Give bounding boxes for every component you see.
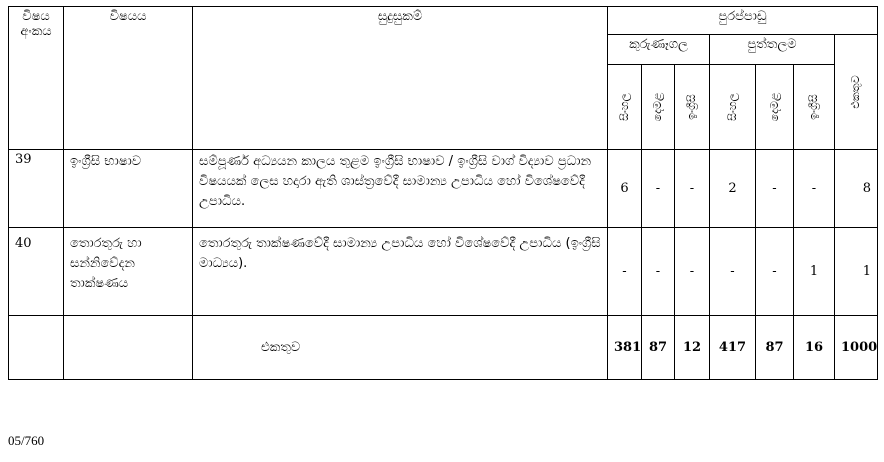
totals-grand: 1000 <box>835 316 878 380</box>
header-k-tamil: දෙමළ <box>651 92 664 122</box>
header-total-cell <box>835 35 878 150</box>
row-subject: තොරතුරු හා සන්නිවේදන තාක්ෂණය <box>64 228 193 316</box>
header-k-sinhala: සිංහල <box>617 93 631 121</box>
row-k-tamil: - <box>642 228 675 316</box>
totals-k-sinhala: 381 <box>608 316 642 380</box>
row-p-sinhala: 2 <box>710 150 756 228</box>
row-subject: ඉංග්‍රීසි භාෂාව <box>64 150 193 228</box>
totals-p-english: 16 <box>794 316 835 380</box>
row-p-sinhala: - <box>710 228 756 316</box>
header-k-tamil-cell <box>642 65 675 150</box>
row-p-english: - <box>794 150 835 228</box>
totals-k-english: 12 <box>675 316 710 380</box>
row-qualification: තොරතුරු තාක්ෂණවේදී සාමාන්‍ය උපාධිය හෝ විශේෂවේදී උපාධිය (ඉංග්‍රීසි මාධ්‍යය). <box>193 228 608 316</box>
row-k-english: - <box>675 228 710 316</box>
totals-label: එකතුව <box>193 316 608 380</box>
header-district-puttalam: පුත්තලම <box>710 35 835 65</box>
totals-empty-1 <box>9 316 64 380</box>
header-k-english-cell <box>675 65 710 150</box>
header-p-english: ඉංග්‍රීසි <box>807 94 820 120</box>
header-p-sinhala: සිංහල <box>725 93 739 121</box>
header-p-sinhala-cell <box>710 65 756 150</box>
row-total: 8 <box>835 150 878 228</box>
header-k-sinhala-cell <box>608 65 642 150</box>
row-p-tamil: - <box>756 150 794 228</box>
header-vacancies: පුරප්පාඩු <box>608 7 878 35</box>
totals-empty-2 <box>64 316 193 380</box>
header-p-tamil-cell <box>756 65 794 150</box>
header-subject-no: විෂය අංකය <box>9 7 64 150</box>
totals-k-tamil: 87 <box>642 316 675 380</box>
header-p-english-cell <box>794 65 835 150</box>
row-p-english: 1 <box>794 228 835 316</box>
row-qualification: සම්පූර්ණ අධ්‍යයන කාලය තුළම ඉංග්‍රීසි භාෂාව / ඉංග්‍රීසි වාග් විද්‍යාව ප්‍රධාන විෂයයක් ලෙස හදාරා ඇති ශාස්ත්‍රවේදී සාමාන්‍ය උපාධිය හෝ විශේෂවේදී උපාධිය. <box>193 150 608 228</box>
row-subject-no: 40 <box>9 228 64 316</box>
row-k-tamil: - <box>642 150 675 228</box>
row-k-sinhala: 6 <box>608 150 642 228</box>
page-number: 05/760 <box>8 433 45 448</box>
totals-p-sinhala: 417 <box>710 316 756 380</box>
vacancy-table <box>8 6 878 380</box>
table-row <box>9 150 878 228</box>
row-k-sinhala: - <box>608 228 642 316</box>
header-total: එකතුව <box>849 75 863 109</box>
header-qualifications: සුදුසුකම් <box>193 7 608 150</box>
totals-row <box>9 316 878 380</box>
header-subject: විෂයය <box>64 7 193 150</box>
row-k-english: - <box>675 150 710 228</box>
row-total: 1 <box>835 228 878 316</box>
header-p-tamil: දෙමළ <box>767 92 781 122</box>
totals-p-tamil: 87 <box>756 316 794 380</box>
table-row <box>9 228 878 316</box>
header-district-kurunegala: කුරුණෑගල <box>608 35 710 65</box>
row-p-tamil: - <box>756 228 794 316</box>
row-subject-no: 39 <box>9 150 64 228</box>
header-k-english: ඉංග්‍රීසි <box>685 94 698 120</box>
